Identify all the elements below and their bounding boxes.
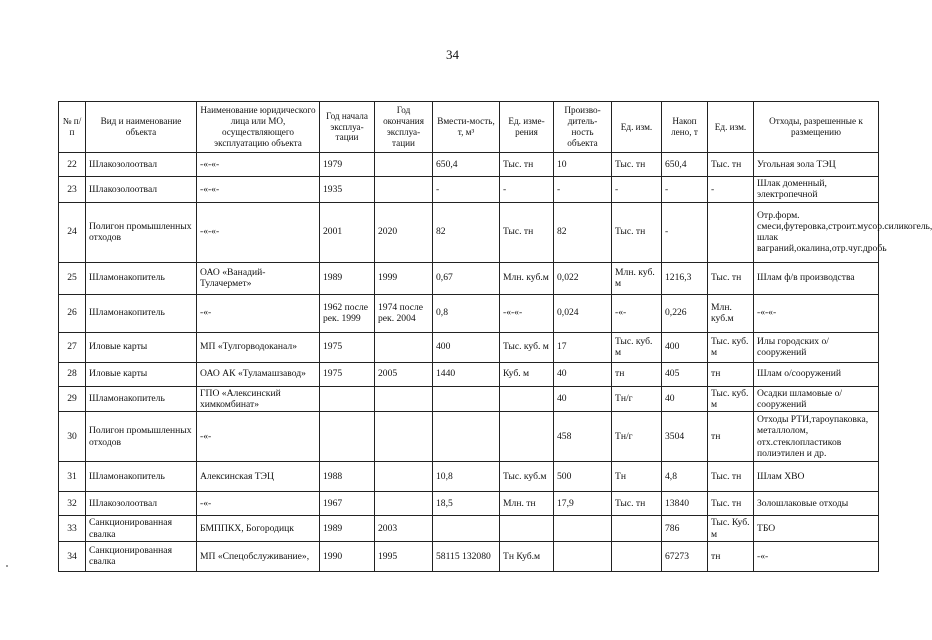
cell-capacity bbox=[433, 386, 500, 412]
cell-end-year bbox=[375, 492, 433, 516]
cell-end-year: 1974 после рек. 2004 bbox=[375, 294, 433, 332]
cell-throughput-unit: Тыс. тн bbox=[612, 202, 662, 262]
cell-capacity-unit: Тн Куб.м bbox=[500, 541, 554, 571]
table-row bbox=[59, 492, 879, 516]
cell-capacity-unit: -«-«- bbox=[500, 294, 554, 332]
table-row bbox=[59, 516, 879, 542]
cell-object: Шлакозолоотвал bbox=[86, 177, 197, 203]
cell-start-year: 1989 bbox=[320, 516, 375, 542]
cell-start-year: 1990 bbox=[320, 541, 375, 571]
table-row bbox=[59, 362, 879, 386]
cell-end-year bbox=[375, 386, 433, 412]
table-row bbox=[59, 153, 879, 177]
cell-accumulated: - bbox=[662, 177, 708, 203]
cell-start-year: 1975 bbox=[320, 332, 375, 362]
cell-object: Полигон промышленных отходов bbox=[86, 412, 197, 462]
table-row bbox=[59, 177, 879, 203]
table-row bbox=[59, 412, 879, 462]
cell-object: Шлакозолоотвал bbox=[86, 492, 197, 516]
cell-number: 32 bbox=[59, 492, 86, 516]
cell-end-year: 2005 bbox=[375, 362, 433, 386]
cell-number: 23 bbox=[59, 177, 86, 203]
cell-capacity: 82 bbox=[433, 202, 500, 262]
cell-throughput-unit: Тн/г bbox=[612, 386, 662, 412]
cell-allowed-waste: Золошлаковые отходы bbox=[754, 492, 879, 516]
cell-throughput: - bbox=[554, 177, 612, 203]
cell-accumulated: 3504 bbox=[662, 412, 708, 462]
cell-accumulated: 4,8 bbox=[662, 462, 708, 492]
cell-operator: БМППКХ, Богородицк bbox=[197, 516, 320, 542]
cell-allowed-waste: Угольная зола ТЭЦ bbox=[754, 153, 879, 177]
cell-throughput: 0,024 bbox=[554, 294, 612, 332]
col-header-capacity-unit: Ед. изме-рения bbox=[500, 102, 554, 153]
cell-number: 29 bbox=[59, 386, 86, 412]
cell-operator: -«- bbox=[197, 492, 320, 516]
col-header-accumulated-unit: Ед. изм. bbox=[708, 102, 754, 153]
cell-start-year: 1962 после рек. 1999 bbox=[320, 294, 375, 332]
cell-start-year bbox=[320, 412, 375, 462]
cell-start-year: 1988 bbox=[320, 462, 375, 492]
waste-facilities-table bbox=[58, 101, 932, 572]
cell-accumulated-unit bbox=[708, 202, 754, 262]
cell-throughput: 10 bbox=[554, 153, 612, 177]
cell-throughput-unit: Млн. куб. м bbox=[612, 262, 662, 294]
cell-allowed-waste: Шлам о/сооружений bbox=[754, 362, 879, 386]
cell-throughput-unit: тн bbox=[612, 362, 662, 386]
cell-accumulated-unit: тн bbox=[708, 362, 754, 386]
cell-capacity: 58115 132080 bbox=[433, 541, 500, 571]
cell-capacity-unit: Тыс. тн bbox=[500, 153, 554, 177]
cell-start-year: 1935 bbox=[320, 177, 375, 203]
cell-accumulated-unit: Тыс. тн bbox=[708, 153, 754, 177]
cell-accumulated-unit: Тыс. тн bbox=[708, 492, 754, 516]
cell-throughput-unit: - bbox=[612, 177, 662, 203]
cell-capacity: 10,8 bbox=[433, 462, 500, 492]
cell-end-year bbox=[375, 332, 433, 362]
cell-object: Иловые карты bbox=[86, 332, 197, 362]
cell-capacity-unit: Тыс. куб. м bbox=[500, 332, 554, 362]
cell-object: Шламонакопитель bbox=[86, 386, 197, 412]
cell-start-year: 1979 bbox=[320, 153, 375, 177]
table-row bbox=[59, 332, 879, 362]
table-row bbox=[59, 202, 879, 262]
cell-number: 22 bbox=[59, 153, 86, 177]
cell-capacity: 0,8 bbox=[433, 294, 500, 332]
cell-operator: ГПО «Алексинский химкомбинат» bbox=[197, 386, 320, 412]
cell-accumulated-unit: Тыс. тн bbox=[708, 262, 754, 294]
cell-throughput: 500 bbox=[554, 462, 612, 492]
cell-accumulated-unit: Тыс. куб. м bbox=[708, 386, 754, 412]
cell-throughput-unit: Тыс. тн bbox=[612, 492, 662, 516]
page-number: 34 bbox=[446, 47, 459, 62]
cell-operator: ОАО АК «Туламашзавод» bbox=[197, 362, 320, 386]
cell-throughput-unit bbox=[612, 541, 662, 571]
table-row bbox=[59, 541, 879, 571]
cell-allowed-waste: Отр.форм. смеси,футеровка,строит.мусор.силикогель, шлак ваграний,окалина,отр.чуг.дробь bbox=[754, 202, 879, 262]
col-header-capacity: Вмести-мость, т, м³ bbox=[433, 102, 500, 153]
cell-allowed-waste: -«- bbox=[754, 541, 879, 571]
cell-accumulated: 786 bbox=[662, 516, 708, 542]
col-header-operator: Наименование юридического лица или МО, осуществляющего эксплуатацию объекта bbox=[197, 102, 320, 153]
cell-accumulated-unit: - bbox=[708, 177, 754, 203]
cell-allowed-waste: Осадки шламовые о/сооружений bbox=[754, 386, 879, 412]
cell-object: Шламонакопитель bbox=[86, 262, 197, 294]
cell-accumulated: 0,226 bbox=[662, 294, 708, 332]
cell-number: 25 bbox=[59, 262, 86, 294]
cell-operator: МП «Тулгорводоканал» bbox=[197, 332, 320, 362]
col-header-allowed-waste: Отходы, разрешенные к размещению bbox=[754, 102, 879, 153]
cell-capacity: 1440 bbox=[433, 362, 500, 386]
cell-accumulated: 405 bbox=[662, 362, 708, 386]
cell-capacity: 0,67 bbox=[433, 262, 500, 294]
cell-number: 30 bbox=[59, 412, 86, 462]
col-header-start-year: Год начала эксплуа-тации bbox=[320, 102, 375, 153]
cell-start-year: 1989 bbox=[320, 262, 375, 294]
cell-accumulated: 40 bbox=[662, 386, 708, 412]
cell-accumulated: 650,4 bbox=[662, 153, 708, 177]
cell-accumulated: 400 bbox=[662, 332, 708, 362]
col-header-end-year: Год окончания эксплуа-тации bbox=[375, 102, 433, 153]
cell-throughput-unit: Тыс. куб. м bbox=[612, 332, 662, 362]
cell-allowed-waste: -«-«- bbox=[754, 294, 879, 332]
cell-throughput: 17 bbox=[554, 332, 612, 362]
cell-capacity-unit: Куб. м bbox=[500, 362, 554, 386]
cell-throughput-unit: Тн/г bbox=[612, 412, 662, 462]
cell-end-year: 2003 bbox=[375, 516, 433, 542]
cell-object: Санкционированная свалка bbox=[86, 516, 197, 542]
cell-object: Полигон промышленных отходов bbox=[86, 202, 197, 262]
cell-operator: МП «Спецобслуживание», bbox=[197, 541, 320, 571]
cell-start-year: 1975 bbox=[320, 362, 375, 386]
cell-accumulated: 67273 bbox=[662, 541, 708, 571]
col-header-throughput-unit: Ед. изм. bbox=[612, 102, 662, 153]
cell-throughput: 82 bbox=[554, 202, 612, 262]
cell-number: 26 bbox=[59, 294, 86, 332]
cell-end-year: 1995 bbox=[375, 541, 433, 571]
cell-number: 27 bbox=[59, 332, 86, 362]
cell-throughput-unit: Тыс. тн bbox=[612, 153, 662, 177]
col-header-throughput: Произво-дитель-ность объекта bbox=[554, 102, 612, 153]
cell-object: Шламонакопитель bbox=[86, 462, 197, 492]
cell-end-year bbox=[375, 177, 433, 203]
cell-accumulated-unit: тн bbox=[708, 541, 754, 571]
cell-accumulated-unit: Тыс. тн bbox=[708, 462, 754, 492]
cell-allowed-waste: ТБО bbox=[754, 516, 879, 542]
cell-number: 28 bbox=[59, 362, 86, 386]
cell-operator: Алексинская ТЭЦ bbox=[197, 462, 320, 492]
cell-throughput bbox=[554, 541, 612, 571]
cell-capacity-unit: - bbox=[500, 177, 554, 203]
cell-accumulated: 1216,3 bbox=[662, 262, 708, 294]
cell-start-year: 2001 bbox=[320, 202, 375, 262]
cell-accumulated-unit: Тыс. куб. м bbox=[708, 332, 754, 362]
cell-accumulated-unit: тн bbox=[708, 412, 754, 462]
cell-capacity: 400 bbox=[433, 332, 500, 362]
table-row bbox=[59, 262, 879, 294]
cell-capacity-unit bbox=[500, 386, 554, 412]
cell-operator: -«-«- bbox=[197, 177, 320, 203]
cell-number: 34 bbox=[59, 541, 86, 571]
cell-capacity-unit bbox=[500, 516, 554, 542]
cell-operator: -«-«- bbox=[197, 153, 320, 177]
cell-capacity: 650,4 bbox=[433, 153, 500, 177]
cell-capacity-unit: Млн. куб.м bbox=[500, 262, 554, 294]
cell-operator: -«- bbox=[197, 294, 320, 332]
cell-capacity-unit: Тыс. тн bbox=[500, 202, 554, 262]
cell-throughput: 40 bbox=[554, 386, 612, 412]
cell-object: Шлакозолоотвал bbox=[86, 153, 197, 177]
cell-throughput: 17,9 bbox=[554, 492, 612, 516]
cell-throughput-unit: Тн bbox=[612, 462, 662, 492]
cell-capacity-unit bbox=[500, 412, 554, 462]
cell-allowed-waste: Шлак доменный, электропечной bbox=[754, 177, 879, 203]
cell-object: Иловые карты bbox=[86, 362, 197, 386]
cell-start-year bbox=[320, 386, 375, 412]
cell-throughput bbox=[554, 516, 612, 542]
cell-operator: -«-«- bbox=[197, 202, 320, 262]
cell-end-year: 2020 bbox=[375, 202, 433, 262]
cell-number: 24 bbox=[59, 202, 86, 262]
cell-accumulated: - bbox=[662, 202, 708, 262]
table-row bbox=[59, 462, 879, 492]
cell-capacity bbox=[433, 516, 500, 542]
cell-allowed-waste: Отходы РТИ,тароупаковка, металлолом, отх.стеклопластиков полиэтилен и др. bbox=[754, 412, 879, 462]
cell-allowed-waste: Шлам ХВО bbox=[754, 462, 879, 492]
cell-throughput: 0,022 bbox=[554, 262, 612, 294]
cell-end-year bbox=[375, 412, 433, 462]
table-row bbox=[59, 386, 879, 412]
cell-end-year bbox=[375, 462, 433, 492]
cell-number: 31 bbox=[59, 462, 86, 492]
cell-accumulated-unit: Тыс. Куб. м bbox=[708, 516, 754, 542]
cell-allowed-waste: Шлам ф/в производства bbox=[754, 262, 879, 294]
col-header-accumulated: Накоп лено, т bbox=[662, 102, 708, 153]
scan-speck bbox=[6, 565, 8, 567]
cell-accumulated-unit: Млн. куб.м bbox=[708, 294, 754, 332]
cell-capacity bbox=[433, 412, 500, 462]
col-header-number: № п/п bbox=[59, 102, 86, 153]
cell-operator: ОАО «Ванадий-Тулачермет» bbox=[197, 262, 320, 294]
cell-number: 33 bbox=[59, 516, 86, 542]
cell-throughput: 458 bbox=[554, 412, 612, 462]
cell-capacity: 18,5 bbox=[433, 492, 500, 516]
cell-allowed-waste: Илы городских о/сооружений bbox=[754, 332, 879, 362]
cell-throughput: 40 bbox=[554, 362, 612, 386]
cell-object: Санкционированная свалка bbox=[86, 541, 197, 571]
cell-accumulated: 13840 bbox=[662, 492, 708, 516]
cell-end-year bbox=[375, 153, 433, 177]
cell-object: Шламонакопитель bbox=[86, 294, 197, 332]
cell-capacity-unit: Млн. тн bbox=[500, 492, 554, 516]
table-header-row bbox=[59, 102, 879, 153]
cell-end-year: 1999 bbox=[375, 262, 433, 294]
cell-throughput-unit bbox=[612, 516, 662, 542]
cell-capacity-unit: Тыс. куб.м bbox=[500, 462, 554, 492]
cell-capacity: - bbox=[433, 177, 500, 203]
table-row bbox=[59, 294, 879, 332]
cell-start-year: 1967 bbox=[320, 492, 375, 516]
col-header-object: Вид и наименование объекта bbox=[86, 102, 197, 153]
cell-operator: -«- bbox=[197, 412, 320, 462]
cell-throughput-unit: -«- bbox=[612, 294, 662, 332]
